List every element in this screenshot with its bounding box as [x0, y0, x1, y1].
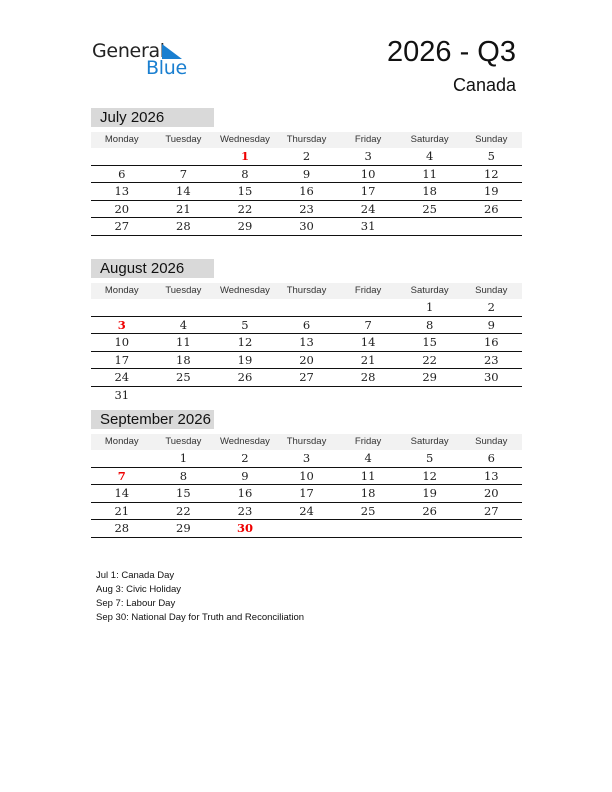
weekday-header: Tuesday: [165, 285, 202, 296]
date-cell: 28: [176, 219, 191, 233]
date-cell: 6: [118, 166, 126, 181]
weekday-header: Friday: [354, 285, 382, 296]
empty-date-cell: [337, 520, 399, 537]
date-cell: 13: [483, 468, 499, 483]
month-label: July 2026: [91, 108, 214, 127]
empty-date-cell: [460, 387, 522, 404]
weekday-header: Sunday: [475, 134, 508, 145]
date-cell: 13: [114, 184, 130, 198]
date-cell: 23: [483, 352, 499, 367]
empty-date-cell: [276, 299, 338, 316]
date-cell: 18: [422, 184, 437, 198]
week-row: [91, 520, 522, 538]
holiday-notes: [96, 569, 304, 625]
date-cell: 5: [426, 451, 434, 465]
date-cell: 2: [302, 149, 311, 163]
empty-date-cell: [153, 148, 215, 165]
empty-date-cell: [399, 218, 461, 235]
weekday-header: Tuesday: [165, 436, 202, 447]
weekday-header-row: [91, 434, 522, 450]
date-cell: 25: [360, 503, 376, 518]
empty-date-cell: [153, 387, 215, 404]
brand-logo: [92, 40, 192, 80]
date-cell: 30: [299, 219, 314, 233]
empty-date-cell: [276, 520, 338, 537]
holiday-date-cell: 3: [117, 317, 126, 332]
date-cell: 9: [302, 166, 311, 181]
week-row: [91, 317, 522, 335]
date-cell: 3: [364, 149, 372, 163]
week-row: [91, 201, 522, 219]
week-row: [91, 450, 522, 468]
date-cell: 8: [179, 468, 188, 483]
date-cell: 14: [176, 184, 191, 198]
holiday-note: Sep 30: National Day for Truth and Reconciliation: [96, 612, 305, 623]
date-cell: 12: [422, 468, 437, 483]
date-cell: 8: [241, 166, 249, 181]
empty-date-cell: [337, 299, 399, 316]
weekday-header: Wednesday: [219, 134, 270, 145]
date-cell: 7: [179, 166, 188, 181]
date-cell: 23: [237, 503, 253, 518]
week-row: [91, 183, 522, 201]
weekday-header-row: [91, 132, 522, 148]
holiday-note: Jul 1: Canada Day: [96, 570, 175, 581]
date-cell: 25: [422, 201, 437, 216]
date-cell: 11: [360, 468, 376, 483]
date-cell: 26: [422, 503, 437, 518]
weekday-header: Saturday: [410, 436, 449, 447]
empty-date-cell: [153, 299, 215, 316]
date-cell: 16: [299, 184, 314, 198]
date-cell: 27: [114, 219, 130, 233]
month-grid: [91, 283, 522, 403]
month-label: August 2026: [91, 259, 214, 278]
weekday-header: Sunday: [475, 436, 508, 447]
date-cell: 20: [299, 352, 314, 367]
week-row: [91, 352, 522, 370]
date-cell: 22: [237, 201, 253, 216]
month-grid: [91, 132, 522, 236]
weekday-header: Tuesday: [165, 134, 202, 145]
weekday-header: Thursday: [286, 436, 327, 447]
holiday-note: Sep 7: Labour Day: [96, 598, 176, 609]
date-cell: 18: [176, 352, 191, 367]
date-cell: 10: [114, 335, 130, 349]
date-cell: 24: [360, 201, 376, 216]
date-cell: 25: [176, 370, 191, 384]
date-cell: 6: [302, 317, 311, 332]
empty-date-cell: [91, 299, 153, 316]
week-row: [91, 218, 522, 236]
week-row: [91, 387, 522, 404]
date-cell: 5: [487, 149, 495, 163]
date-cell: 5: [241, 317, 249, 332]
empty-date-cell: [399, 520, 461, 537]
date-cell: 7: [364, 317, 372, 332]
date-cell: 14: [360, 335, 376, 349]
week-row: [91, 503, 522, 521]
weekday-header: Friday: [354, 134, 382, 145]
date-cell: 24: [299, 503, 314, 518]
empty-date-cell: [337, 387, 399, 404]
date-cell: 29: [176, 521, 191, 535]
weekday-header: Monday: [104, 134, 139, 145]
date-cell: 20: [114, 201, 130, 216]
holiday-date-cell: 1: [240, 149, 249, 163]
date-cell: 26: [237, 370, 253, 384]
date-cell: 1: [426, 300, 434, 314]
empty-date-cell: [276, 387, 338, 404]
week-row: [91, 166, 522, 184]
weekday-header: Wednesday: [219, 285, 270, 296]
date-cell: 22: [422, 352, 437, 367]
month-grid: [91, 434, 522, 538]
week-row: [91, 334, 522, 352]
empty-date-cell: [214, 387, 276, 404]
date-cell: 16: [483, 335, 499, 349]
date-cell: 21: [360, 352, 376, 367]
date-cell: 28: [114, 521, 130, 535]
logo-word-general: General: [92, 40, 165, 62]
date-cell: 21: [114, 503, 130, 518]
date-cell: 19: [422, 486, 437, 500]
weekday-header: Saturday: [410, 134, 449, 145]
page-title: 2026 - Q3: [387, 36, 516, 68]
date-cell: 30: [483, 370, 499, 384]
date-cell: 27: [483, 503, 499, 518]
date-cell: 27: [299, 370, 314, 384]
empty-date-cell: [399, 387, 461, 404]
date-cell: 13: [299, 335, 314, 349]
date-cell: 31: [114, 387, 130, 402]
week-row: [91, 299, 522, 317]
date-cell: 21: [176, 201, 191, 216]
holiday-date-cell: 7: [117, 468, 126, 483]
date-cell: 4: [364, 451, 372, 465]
empty-date-cell: [460, 520, 522, 537]
month-calendar: [91, 108, 522, 236]
holiday-note: Aug 3: Civic Holiday: [96, 584, 182, 595]
date-cell: 17: [114, 352, 130, 367]
empty-date-cell: [91, 450, 153, 467]
date-cell: 6: [487, 451, 495, 465]
date-cell: 29: [422, 370, 437, 384]
date-cell: 10: [360, 166, 376, 181]
date-cell: 15: [176, 486, 191, 500]
week-row: [91, 369, 522, 387]
weekday-header: Friday: [354, 436, 382, 447]
country-name: Canada: [452, 75, 516, 95]
date-cell: 19: [483, 184, 499, 198]
week-row: [91, 485, 522, 503]
date-cell: 4: [179, 317, 188, 332]
date-cell: 19: [237, 352, 253, 367]
logo-word-blue: Blue: [146, 57, 187, 79]
month-label: September 2026: [91, 410, 214, 429]
empty-date-cell: [91, 148, 153, 165]
date-cell: 12: [483, 166, 499, 181]
weekday-header: Wednesday: [219, 436, 270, 447]
date-cell: 20: [483, 486, 499, 500]
date-cell: 10: [299, 468, 314, 483]
empty-date-cell: [460, 218, 522, 235]
date-cell: 31: [360, 219, 376, 233]
date-cell: 15: [422, 335, 437, 349]
date-cell: 3: [302, 451, 311, 465]
week-row: [91, 468, 522, 486]
date-cell: 14: [114, 486, 130, 500]
date-cell: 11: [422, 166, 437, 181]
date-cell: 9: [487, 317, 495, 332]
week-row: [91, 148, 522, 166]
date-cell: 12: [237, 335, 253, 349]
weekday-header-row: [91, 283, 522, 299]
date-cell: 15: [237, 184, 253, 198]
weekday-header: Thursday: [286, 134, 327, 145]
weekday-header: Saturday: [410, 285, 449, 296]
holiday-date-cell: 30: [236, 521, 253, 535]
date-cell: 22: [176, 503, 191, 518]
weekday-header: Monday: [104, 285, 139, 296]
empty-date-cell: [214, 299, 276, 316]
date-cell: 24: [114, 370, 130, 384]
weekday-header: Monday: [104, 436, 139, 447]
date-cell: 23: [299, 201, 314, 216]
date-cell: 4: [426, 149, 434, 163]
date-cell: 17: [360, 184, 376, 198]
date-cell: 28: [360, 370, 376, 384]
date-cell: 16: [237, 486, 253, 500]
date-cell: 17: [299, 486, 314, 500]
date-cell: 2: [241, 451, 249, 465]
date-cell: 18: [360, 486, 376, 500]
date-cell: 26: [483, 201, 499, 216]
date-cell: 9: [241, 468, 249, 483]
date-cell: 29: [237, 219, 253, 233]
date-cell: 8: [426, 317, 434, 332]
month-calendar: [91, 410, 522, 538]
month-calendar: [91, 259, 522, 403]
date-cell: 2: [487, 300, 495, 314]
weekday-header: Sunday: [475, 285, 508, 296]
date-cell: 1: [179, 451, 188, 465]
date-cell: 11: [176, 335, 191, 349]
weekday-header: Thursday: [286, 285, 327, 296]
